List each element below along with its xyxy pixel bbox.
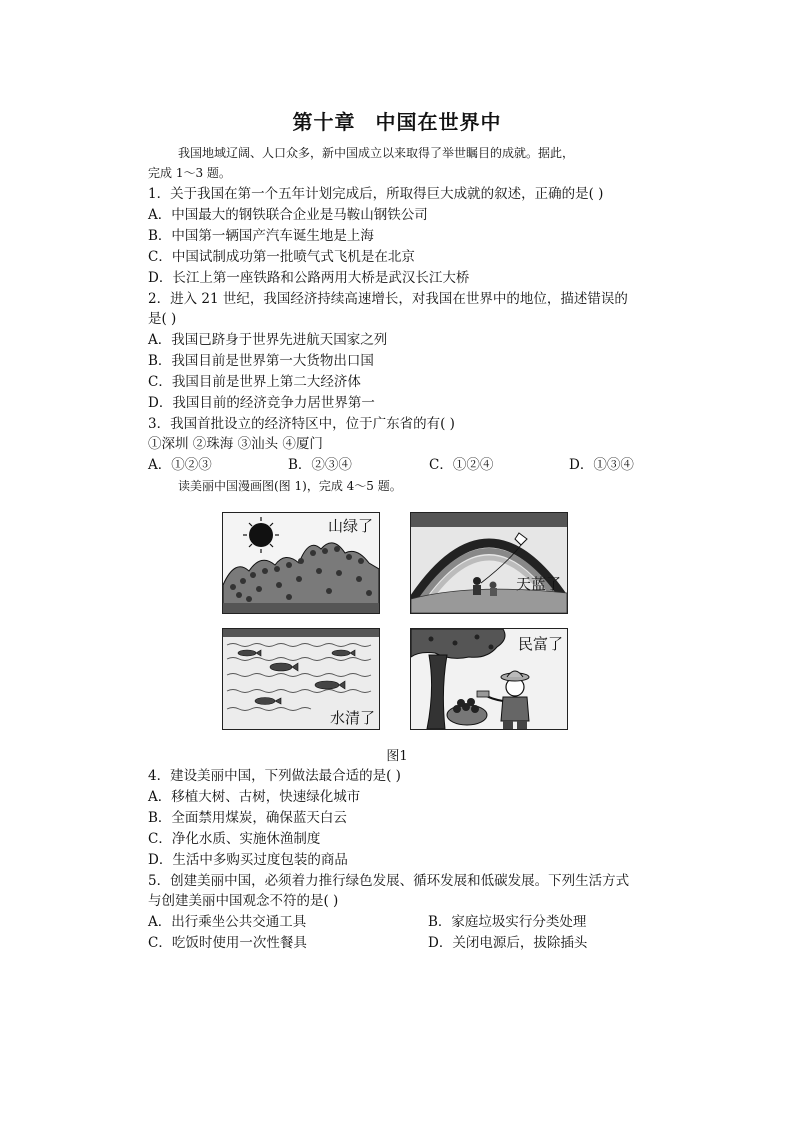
panel-label: 山绿了 <box>327 517 373 535</box>
panel-mountains-green <box>222 512 380 614</box>
question-1-option-d: D．长江上第一座铁路和公路两用大桥是武汉长江大桥 <box>148 270 470 286</box>
question-3-option-c: C．①②④ <box>429 457 494 473</box>
question-5-option-d: D．关闭电源后，拔除插头 <box>428 935 588 951</box>
question-2-option-a: A．我国已跻身于世界先进航天国家之列 <box>148 332 388 348</box>
panel-water-clear <box>222 628 380 730</box>
question-4-option-a: A．移植大树、古树，快速绿化城市 <box>148 789 361 805</box>
question-3-choices: ①深圳 ②珠海 ③汕头 ④厦门 <box>148 436 323 452</box>
intro-paragraph-1 <box>148 143 648 163</box>
question-2-option-b: B．我国目前是世界第一大货物出口国 <box>148 353 374 369</box>
figure-caption: 图1 <box>386 749 408 764</box>
question-2-stem: 2．进入 21 世纪，我国经济持续高速增长，对我国在世界中的地位，描述错误的 <box>148 291 628 307</box>
panel-label: 水清了 <box>329 709 375 727</box>
question-4-option-d: D．生活中多购买过度包装的商品 <box>148 852 348 868</box>
chapter-number: 第十章 <box>292 110 356 134</box>
question-1-option-a: A．中国最大的钢铁联合企业是马鞍山钢铁公司 <box>148 207 428 223</box>
question-2-option-d: D．我国目前的经济竞争力居世界第一 <box>148 395 375 411</box>
question-4-stem: 4．建设美丽中国，下列做法最合适的是( ) <box>148 768 401 784</box>
question-1-stem: 1．关于我国在第一个五年计划完成后，所取得巨大成就的叙述，正确的是( ) <box>148 186 604 202</box>
intro-line-1: 我国地域辽阔、人口众多，新中国成立以来取得了举世瞩目的成就。据此， <box>178 146 575 160</box>
sky-illustration <box>411 513 567 613</box>
question-3-option-d: D．①③④ <box>569 457 634 473</box>
question-2-option-c: C．我国目前是世界上第二大经济体 <box>148 374 361 390</box>
question-1-option-b: B．中国第一辆国产汽车诞生地是上海 <box>148 228 374 244</box>
question-5-option-b: B．家庭垃圾实行分类处理 <box>428 914 587 930</box>
chapter-title <box>0 106 794 135</box>
panel-label: 天蓝了 <box>515 575 561 593</box>
question-5-option-a: A．出行乘坐公共交通工具 <box>148 914 307 930</box>
chapter-name: 中国在世界中 <box>375 110 502 134</box>
question-5-option-c: C．吃饭时使用一次性餐具 <box>148 935 307 951</box>
question-5-stem: 5．创建美丽中国，必须着力推行绿色发展、循环发展和低碳发展。下列生活方式 <box>148 873 630 889</box>
question-3-option-b: B．②③④ <box>288 457 352 473</box>
question-5-stem-cont: 与创建美丽中国观念不符的是( ) <box>148 893 339 909</box>
figure-1 <box>222 512 568 732</box>
question-2-stem-cont: 是( ) <box>148 311 177 327</box>
intro-paragraph-1-cont <box>148 163 648 183</box>
question-3-stem: 3．我国首批设立的经济特区中，位于广东省的有( ) <box>148 416 455 432</box>
panel-sky-blue <box>410 512 568 614</box>
question-4-option-b: B．全面禁用煤炭，确保蓝天白云 <box>148 810 347 826</box>
panel-label: 民富了 <box>517 635 563 653</box>
panel-people-rich <box>410 628 568 730</box>
question-3-option-a: A．①②③ <box>148 457 212 473</box>
question-1-option-c: C．中国试制成功第一批喷气式飞机是在北京 <box>148 249 415 265</box>
intro-paragraph-2: 读美丽中国漫画图(图 1)，完成 4～5 题。 <box>178 479 402 493</box>
intro-line-2: 完成 1～3 题。 <box>148 166 231 180</box>
question-4-option-c: C．净化水质、实施休渔制度 <box>148 831 321 847</box>
